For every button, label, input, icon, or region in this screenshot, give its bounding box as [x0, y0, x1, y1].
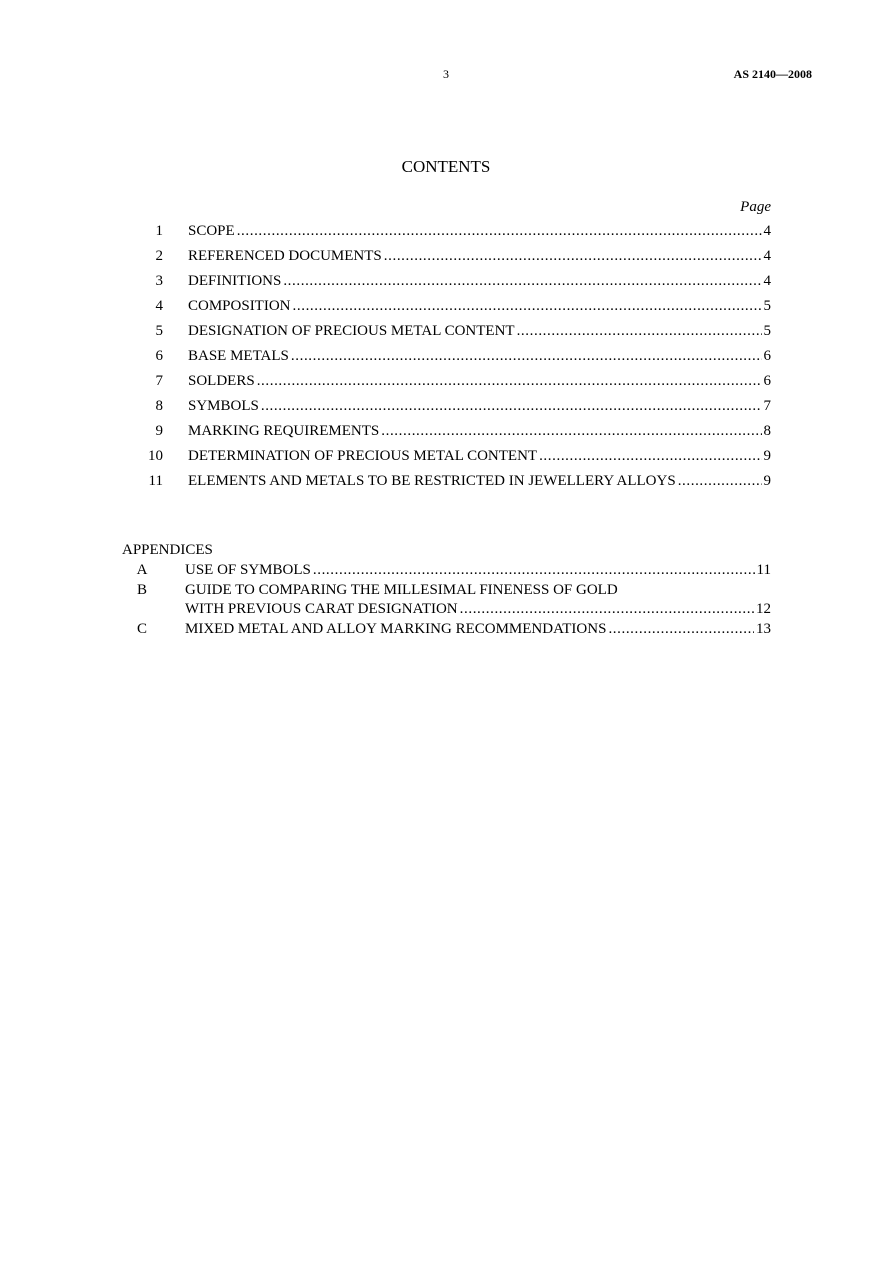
- appendices-list: [122, 562, 771, 640]
- appendices-heading: APPENDICES: [122, 542, 213, 558]
- toc-item-number: 1: [155, 223, 163, 239]
- toc-leader-dots: [257, 373, 762, 390]
- toc-item-title: ELEMENTS AND METALS TO BE RESTRICTED IN JEWELLERY ALLOYS: [188, 473, 676, 489]
- toc-item-page: 8: [763, 423, 771, 439]
- page-column-label: Page: [740, 199, 771, 215]
- toc-item-title: SOLDERS: [188, 373, 255, 389]
- appendix-letter: C: [136, 620, 147, 637]
- toc-list: [122, 223, 771, 498]
- appendix-page: 11: [756, 562, 771, 578]
- toc-item[interactable]: [122, 348, 771, 373]
- appendix-letter: A: [136, 562, 148, 578]
- toc-item-page: 6: [763, 373, 771, 389]
- toc-item[interactable]: [122, 248, 771, 273]
- toc-item[interactable]: [122, 423, 771, 448]
- toc-leader-dots: [384, 248, 762, 265]
- toc-item-number: 2: [155, 248, 163, 264]
- toc-item-number: 8: [155, 398, 163, 414]
- appendix-item[interactable]: [122, 562, 771, 582]
- toc-item-number: 5: [155, 323, 163, 339]
- toc-leader-dots: [381, 423, 761, 440]
- toc-item-page: 5: [763, 298, 771, 314]
- toc-item-title: SYMBOLS: [188, 398, 259, 414]
- appendix-page: 12: [756, 601, 771, 617]
- contents-title: CONTENTS: [401, 157, 491, 176]
- toc-item-page: 4: [763, 223, 771, 239]
- toc-item-page: 6: [763, 348, 771, 364]
- toc-leader-dots: [678, 473, 762, 490]
- toc-leader-dots: [313, 562, 755, 579]
- toc-item-number: 4: [155, 298, 163, 314]
- toc-item-title: SCOPE: [188, 223, 235, 239]
- toc-item-title: MARKING REQUIREMENTS: [188, 423, 380, 439]
- toc-item[interactable]: [122, 448, 771, 473]
- toc-leader-dots: [283, 273, 761, 290]
- toc-item[interactable]: [122, 373, 771, 398]
- toc-item-page: 4: [763, 248, 771, 264]
- toc-leader-dots: [460, 601, 754, 618]
- toc-leader-dots: [608, 621, 754, 638]
- toc-item-number: 11: [148, 473, 163, 489]
- appendix-title-continued: WITH PREVIOUS CARAT DESIGNATION: [185, 601, 458, 617]
- toc-item[interactable]: [122, 323, 771, 348]
- toc-leader-dots: [261, 398, 762, 415]
- appendix-title: GUIDE TO COMPARING THE MILLESIMAL FINENESS OF GOLD: [185, 581, 618, 598]
- toc-item-page: 9: [763, 473, 771, 489]
- toc-leader-dots: [539, 448, 761, 465]
- appendix-title: MIXED METAL AND ALLOY MARKING RECOMMENDATIONS: [185, 620, 607, 637]
- toc-leader-dots: [293, 298, 762, 315]
- toc-item-page: 5: [763, 323, 771, 339]
- appendix-item[interactable]: [122, 621, 771, 641]
- toc-leader-dots: [291, 348, 762, 365]
- toc-leader-dots: [517, 323, 762, 340]
- appendix-item[interactable]: [122, 582, 771, 602]
- toc-item-number: 10: [148, 448, 163, 464]
- toc-item-title: BASE METALS: [188, 348, 289, 364]
- toc-item-number: 9: [155, 423, 163, 439]
- toc-item-title: DEFINITIONS: [188, 273, 282, 289]
- toc-item[interactable]: [122, 473, 771, 498]
- toc-item[interactable]: [122, 398, 771, 423]
- appendix-letter: B: [136, 581, 147, 598]
- toc-item[interactable]: [122, 223, 771, 248]
- toc-item-page: 7: [763, 398, 771, 414]
- appendix-page: 13: [756, 620, 771, 637]
- toc-item-number: 6: [155, 348, 163, 364]
- appendix-title: USE OF SYMBOLS: [185, 562, 311, 578]
- toc-item-number: 3: [155, 273, 163, 289]
- document-code: AS 2140—2008: [733, 67, 812, 81]
- toc-item-title: DESIGNATION OF PRECIOUS METAL CONTENT: [188, 323, 515, 339]
- toc-item[interactable]: [122, 273, 771, 298]
- toc-item-title: DETERMINATION OF PRECIOUS METAL CONTENT: [188, 448, 538, 464]
- toc-item-page: 9: [763, 448, 771, 464]
- toc-item-number: 7: [155, 373, 163, 389]
- appendix-item-continued[interactable]: [122, 601, 771, 621]
- page-number: 3: [443, 67, 449, 81]
- toc-leader-dots: [237, 223, 762, 240]
- toc-item[interactable]: [122, 298, 771, 323]
- toc-item-title: REFERENCED DOCUMENTS: [188, 248, 382, 264]
- toc-item-title: COMPOSITION: [188, 298, 291, 314]
- toc-item-page: 4: [763, 273, 771, 289]
